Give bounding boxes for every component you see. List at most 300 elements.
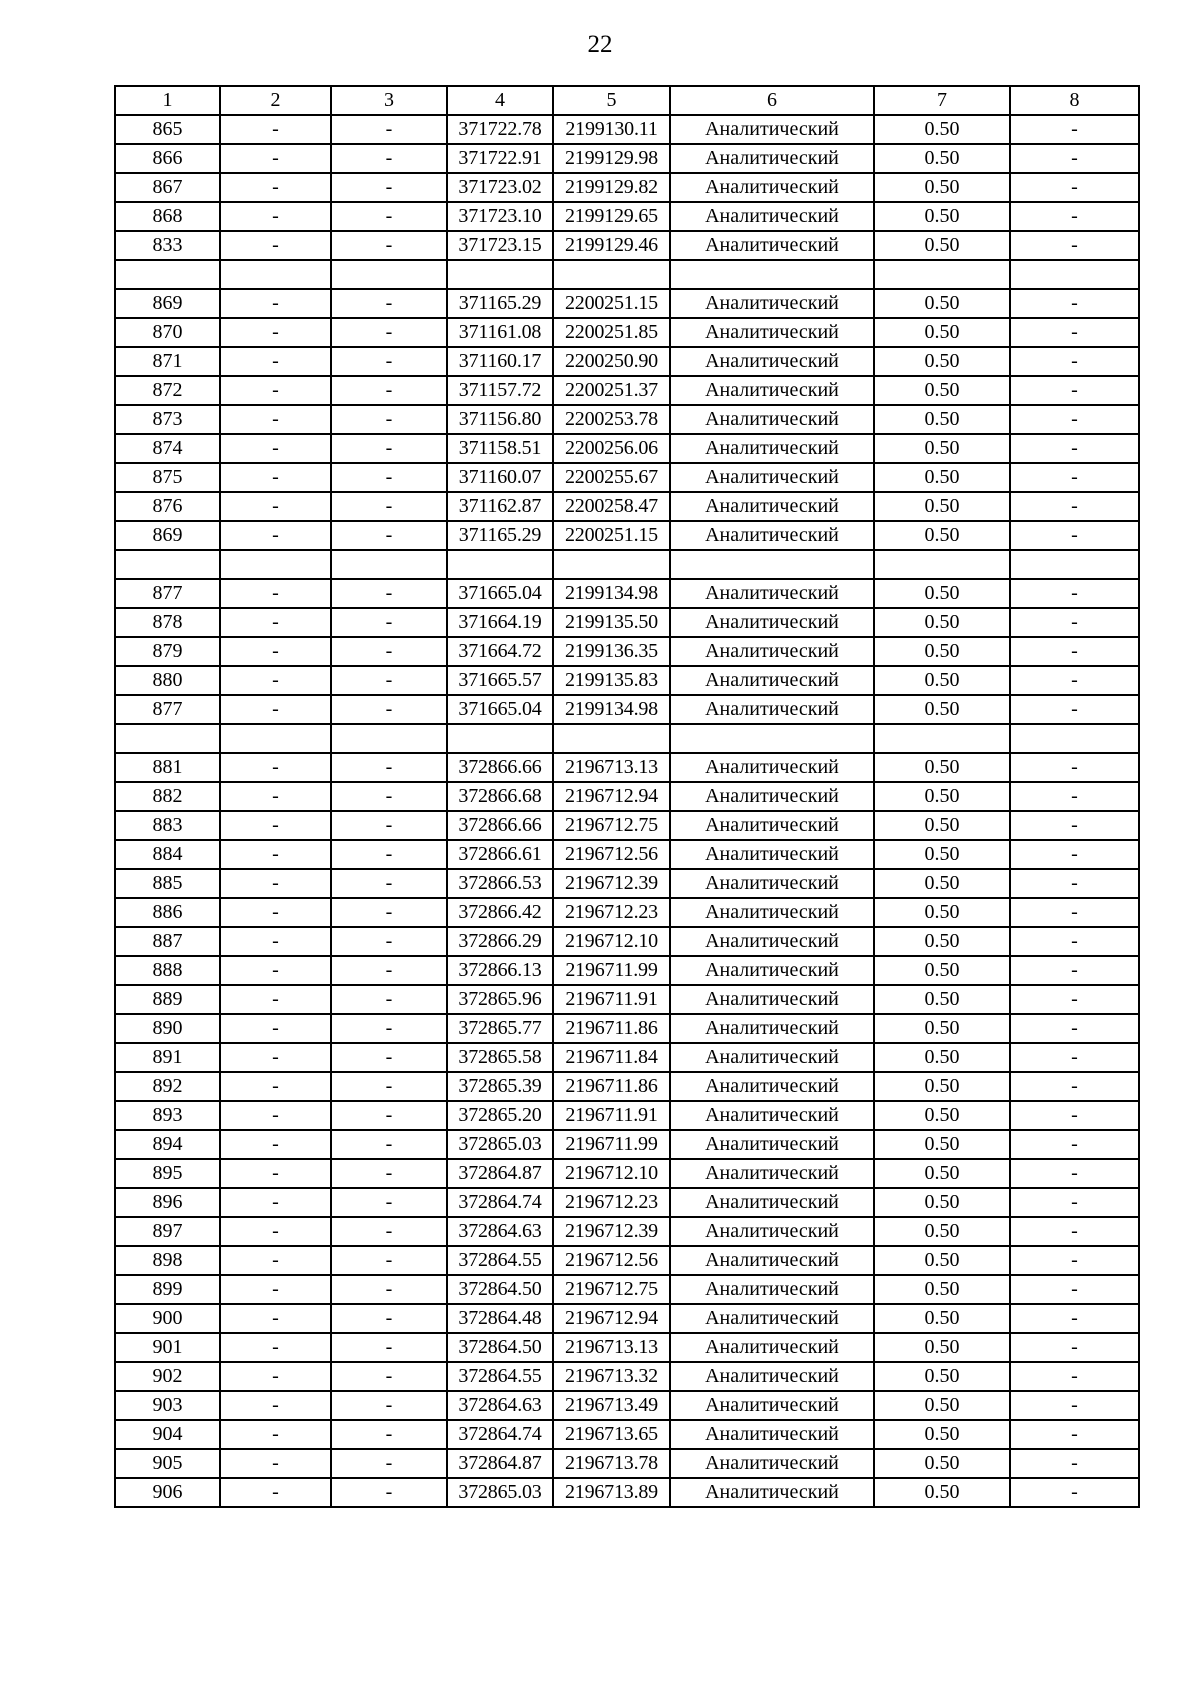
x-coordinate-cell: 371665.04 (447, 579, 553, 608)
x-coordinate-cell: 371158.51 (447, 434, 553, 463)
y-coordinate-cell: 2196712.75 (553, 811, 670, 840)
point-number-cell: 905 (115, 1449, 220, 1478)
y-coordinate-cell: 2196712.75 (553, 1275, 670, 1304)
x-coordinate-cell: 371161.08 (447, 318, 553, 347)
col2-cell: - (220, 869, 331, 898)
col3-cell: - (331, 202, 447, 231)
point-number-cell: 893 (115, 1101, 220, 1130)
col2-cell: - (220, 1130, 331, 1159)
method-cell: Аналитический (670, 1014, 874, 1043)
method-cell: Аналитический (670, 811, 874, 840)
col8-cell: - (1010, 898, 1139, 927)
table-row (115, 521, 1139, 550)
accuracy-cell: 0.50 (874, 956, 1010, 985)
col3-cell: - (331, 1391, 447, 1420)
y-coordinate-cell: 2199134.98 (553, 579, 670, 608)
col3-cell: - (331, 637, 447, 666)
col8-cell: - (1010, 579, 1139, 608)
col3-cell: - (331, 811, 447, 840)
accuracy-cell: 0.50 (874, 1275, 1010, 1304)
point-number-cell: 902 (115, 1362, 220, 1391)
y-coordinate-cell: 2199129.65 (553, 202, 670, 231)
table-row (115, 1333, 1139, 1362)
table-separator-row (115, 260, 1139, 289)
accuracy-cell: 0.50 (874, 608, 1010, 637)
col2-cell (220, 260, 331, 289)
col8-cell: - (1010, 231, 1139, 260)
point-number-cell: 903 (115, 1391, 220, 1420)
x-coordinate-cell: 372865.03 (447, 1130, 553, 1159)
accuracy-cell (874, 260, 1010, 289)
accuracy-cell: 0.50 (874, 202, 1010, 231)
col2-cell: - (220, 1304, 331, 1333)
col8-cell: - (1010, 1449, 1139, 1478)
table-separator-row (115, 550, 1139, 579)
table-separator-row (115, 724, 1139, 753)
x-coordinate-cell: 371723.02 (447, 173, 553, 202)
col8-cell: - (1010, 1014, 1139, 1043)
y-coordinate-cell: 2196713.89 (553, 1478, 670, 1507)
accuracy-cell: 0.50 (874, 1246, 1010, 1275)
point-number-cell (115, 724, 220, 753)
col8-cell: - (1010, 434, 1139, 463)
accuracy-cell: 0.50 (874, 811, 1010, 840)
header-cell: 6 (670, 86, 874, 115)
point-number-cell: 891 (115, 1043, 220, 1072)
method-cell: Аналитический (670, 956, 874, 985)
col2-cell: - (220, 1043, 331, 1072)
col3-cell: - (331, 521, 447, 550)
col2-cell: - (220, 1275, 331, 1304)
col2-cell: - (220, 1014, 331, 1043)
method-cell (670, 724, 874, 753)
col8-cell: - (1010, 405, 1139, 434)
x-coordinate-cell: 372864.63 (447, 1217, 553, 1246)
col8-cell: - (1010, 985, 1139, 1014)
table-row (115, 1217, 1139, 1246)
accuracy-cell: 0.50 (874, 289, 1010, 318)
x-coordinate-cell: 372865.96 (447, 985, 553, 1014)
table-row (115, 1159, 1139, 1188)
table-row (115, 202, 1139, 231)
point-number-cell: 896 (115, 1188, 220, 1217)
x-coordinate-cell: 372866.68 (447, 782, 553, 811)
method-cell: Аналитический (670, 1130, 874, 1159)
x-coordinate-cell: 372864.74 (447, 1188, 553, 1217)
y-coordinate-cell: 2199129.82 (553, 173, 670, 202)
col2-cell: - (220, 1101, 331, 1130)
accuracy-cell: 0.50 (874, 840, 1010, 869)
col3-cell: - (331, 898, 447, 927)
col8-cell: - (1010, 347, 1139, 376)
col2-cell: - (220, 144, 331, 173)
method-cell: Аналитический (670, 1449, 874, 1478)
accuracy-cell: 0.50 (874, 782, 1010, 811)
x-coordinate-cell: 372866.66 (447, 753, 553, 782)
col3-cell: - (331, 1072, 447, 1101)
col3-cell: - (331, 1420, 447, 1449)
col2-cell: - (220, 1188, 331, 1217)
accuracy-cell: 0.50 (874, 1333, 1010, 1362)
col2-cell: - (220, 1246, 331, 1275)
header-cell: 7 (874, 86, 1010, 115)
point-number-cell: 883 (115, 811, 220, 840)
col2-cell: - (220, 666, 331, 695)
accuracy-cell: 0.50 (874, 1391, 1010, 1420)
col2-cell: - (220, 231, 331, 260)
table-row (115, 782, 1139, 811)
col8-cell: - (1010, 115, 1139, 144)
col8-cell: - (1010, 1130, 1139, 1159)
x-coordinate-cell: 371165.29 (447, 289, 553, 318)
x-coordinate-cell: 372864.50 (447, 1275, 553, 1304)
y-coordinate-cell: 2200256.06 (553, 434, 670, 463)
method-cell: Аналитический (670, 695, 874, 724)
point-number-cell: 865 (115, 115, 220, 144)
y-coordinate-cell: 2199136.35 (553, 637, 670, 666)
col2-cell: - (220, 608, 331, 637)
method-cell: Аналитический (670, 1043, 874, 1072)
col8-cell: - (1010, 318, 1139, 347)
col8-cell: - (1010, 1391, 1139, 1420)
table-row (115, 405, 1139, 434)
y-coordinate-cell: 2196712.56 (553, 1246, 670, 1275)
table-row (115, 231, 1139, 260)
col8-cell: - (1010, 753, 1139, 782)
x-coordinate-cell: 372866.61 (447, 840, 553, 869)
y-coordinate-cell: 2196712.56 (553, 840, 670, 869)
x-coordinate-cell: 371665.04 (447, 695, 553, 724)
col8-cell: - (1010, 637, 1139, 666)
col2-cell: - (220, 956, 331, 985)
method-cell: Аналитический (670, 405, 874, 434)
table-row (115, 376, 1139, 405)
col2-cell: - (220, 1159, 331, 1188)
y-coordinate-cell (553, 550, 670, 579)
table-row (115, 289, 1139, 318)
x-coordinate-cell: 371664.19 (447, 608, 553, 637)
col3-cell: - (331, 1449, 447, 1478)
header-cell: 2 (220, 86, 331, 115)
header-cell: 1 (115, 86, 220, 115)
method-cell: Аналитический (670, 753, 874, 782)
col3-cell: - (331, 1246, 447, 1275)
y-coordinate-cell: 2200251.37 (553, 376, 670, 405)
table-row (115, 434, 1139, 463)
method-cell: Аналитический (670, 1159, 874, 1188)
y-coordinate-cell: 2196711.99 (553, 956, 670, 985)
point-number-cell: 880 (115, 666, 220, 695)
point-number-cell: 867 (115, 173, 220, 202)
col2-cell: - (220, 985, 331, 1014)
point-number-cell: 873 (115, 405, 220, 434)
accuracy-cell: 0.50 (874, 753, 1010, 782)
col3-cell: - (331, 927, 447, 956)
col8-cell: - (1010, 1217, 1139, 1246)
col3-cell (331, 724, 447, 753)
point-number-cell: 890 (115, 1014, 220, 1043)
point-number-cell: 889 (115, 985, 220, 1014)
col3-cell: - (331, 1304, 447, 1333)
col2-cell (220, 550, 331, 579)
point-number-cell: 870 (115, 318, 220, 347)
col2-cell: - (220, 1072, 331, 1101)
accuracy-cell: 0.50 (874, 521, 1010, 550)
y-coordinate-cell: 2200253.78 (553, 405, 670, 434)
col2-cell: - (220, 405, 331, 434)
method-cell: Аналитический (670, 579, 874, 608)
x-coordinate-cell: 372866.53 (447, 869, 553, 898)
col3-cell: - (331, 1043, 447, 1072)
accuracy-cell: 0.50 (874, 869, 1010, 898)
accuracy-cell: 0.50 (874, 666, 1010, 695)
method-cell: Аналитический (670, 1275, 874, 1304)
y-coordinate-cell: 2196712.39 (553, 1217, 670, 1246)
table-row (115, 637, 1139, 666)
col3-cell: - (331, 376, 447, 405)
method-cell: Аналитический (670, 289, 874, 318)
y-coordinate-cell (553, 724, 670, 753)
col2-cell: - (220, 202, 331, 231)
point-number-cell: 875 (115, 463, 220, 492)
y-coordinate-cell: 2200251.15 (553, 289, 670, 318)
col3-cell: - (331, 985, 447, 1014)
col2-cell: - (220, 782, 331, 811)
col2-cell: - (220, 1362, 331, 1391)
col2-cell (220, 724, 331, 753)
accuracy-cell: 0.50 (874, 695, 1010, 724)
col3-cell: - (331, 869, 447, 898)
table-row (115, 144, 1139, 173)
accuracy-cell: 0.50 (874, 1159, 1010, 1188)
accuracy-cell: 0.50 (874, 492, 1010, 521)
col8-cell: - (1010, 840, 1139, 869)
point-number-cell: 887 (115, 927, 220, 956)
col3-cell: - (331, 434, 447, 463)
y-coordinate-cell: 2196711.84 (553, 1043, 670, 1072)
col2-cell: - (220, 492, 331, 521)
method-cell: Аналитический (670, 173, 874, 202)
col3-cell: - (331, 1275, 447, 1304)
col8-cell: - (1010, 927, 1139, 956)
y-coordinate-cell: 2199130.11 (553, 115, 670, 144)
page-number: 22 (587, 31, 613, 58)
table-row (115, 1188, 1139, 1217)
accuracy-cell: 0.50 (874, 1217, 1010, 1246)
table-row (115, 695, 1139, 724)
point-number-cell: 868 (115, 202, 220, 231)
col2-cell: - (220, 637, 331, 666)
table-row (115, 318, 1139, 347)
x-coordinate-cell: 372865.03 (447, 1478, 553, 1507)
col3-cell: - (331, 1217, 447, 1246)
accuracy-cell: 0.50 (874, 898, 1010, 927)
y-coordinate-cell: 2196711.86 (553, 1072, 670, 1101)
col8-cell: - (1010, 173, 1139, 202)
col8-cell: - (1010, 1420, 1139, 1449)
col3-cell: - (331, 347, 447, 376)
y-coordinate-cell: 2196713.13 (553, 753, 670, 782)
x-coordinate-cell: 371723.15 (447, 231, 553, 260)
table-row (115, 115, 1139, 144)
x-coordinate-cell: 371665.57 (447, 666, 553, 695)
table-row (115, 579, 1139, 608)
x-coordinate-cell: 372866.42 (447, 898, 553, 927)
method-cell (670, 260, 874, 289)
col3-cell: - (331, 1159, 447, 1188)
col3-cell: - (331, 1362, 447, 1391)
col3-cell (331, 550, 447, 579)
method-cell: Аналитический (670, 144, 874, 173)
y-coordinate-cell (553, 260, 670, 289)
method-cell: Аналитический (670, 492, 874, 521)
y-coordinate-cell: 2199135.50 (553, 608, 670, 637)
y-coordinate-cell: 2199129.46 (553, 231, 670, 260)
point-number-cell: 901 (115, 1333, 220, 1362)
accuracy-cell: 0.50 (874, 347, 1010, 376)
x-coordinate-cell: 372864.48 (447, 1304, 553, 1333)
table-row (115, 956, 1139, 985)
method-cell: Аналитический (670, 1420, 874, 1449)
table-row (115, 811, 1139, 840)
table-row (115, 898, 1139, 927)
point-number-cell: 833 (115, 231, 220, 260)
col3-cell: - (331, 1188, 447, 1217)
table-row (115, 1130, 1139, 1159)
y-coordinate-cell: 2200250.90 (553, 347, 670, 376)
header-cell: 5 (553, 86, 670, 115)
col3-cell: - (331, 956, 447, 985)
x-coordinate-cell: 372866.29 (447, 927, 553, 956)
col8-cell: - (1010, 202, 1139, 231)
table-row (115, 1420, 1139, 1449)
method-cell: Аналитический (670, 666, 874, 695)
accuracy-cell: 0.50 (874, 1130, 1010, 1159)
table-row (115, 1304, 1139, 1333)
col2-cell: - (220, 695, 331, 724)
x-coordinate-cell (447, 260, 553, 289)
method-cell: Аналитический (670, 231, 874, 260)
point-number-cell: 906 (115, 1478, 220, 1507)
y-coordinate-cell: 2200255.67 (553, 463, 670, 492)
point-number-cell (115, 550, 220, 579)
col8-cell: - (1010, 1101, 1139, 1130)
point-number-cell: 869 (115, 289, 220, 318)
accuracy-cell: 0.50 (874, 318, 1010, 347)
point-number-cell: 900 (115, 1304, 220, 1333)
col8-cell: - (1010, 1246, 1139, 1275)
x-coordinate-cell: 372866.66 (447, 811, 553, 840)
point-number-cell: 874 (115, 434, 220, 463)
header-cell: 4 (447, 86, 553, 115)
col8-cell: - (1010, 1362, 1139, 1391)
x-coordinate-cell: 371664.72 (447, 637, 553, 666)
table-body (115, 86, 1139, 1507)
header-cell: 3 (331, 86, 447, 115)
method-cell: Аналитический (670, 1217, 874, 1246)
accuracy-cell: 0.50 (874, 927, 1010, 956)
col3-cell: - (331, 144, 447, 173)
col8-cell: - (1010, 782, 1139, 811)
col3-cell: - (331, 753, 447, 782)
x-coordinate-cell: 371156.80 (447, 405, 553, 434)
method-cell: Аналитический (670, 869, 874, 898)
accuracy-cell: 0.50 (874, 1449, 1010, 1478)
col2-cell: - (220, 753, 331, 782)
point-number-cell: 897 (115, 1217, 220, 1246)
col3-cell: - (331, 231, 447, 260)
col3-cell: - (331, 289, 447, 318)
col8-cell: - (1010, 1478, 1139, 1507)
accuracy-cell: 0.50 (874, 1478, 1010, 1507)
col2-cell: - (220, 1478, 331, 1507)
col8-cell: - (1010, 463, 1139, 492)
col3-cell: - (331, 1101, 447, 1130)
accuracy-cell (874, 550, 1010, 579)
method-cell: Аналитический (670, 1072, 874, 1101)
method-cell: Аналитический (670, 434, 874, 463)
point-number-cell: 866 (115, 144, 220, 173)
y-coordinate-cell: 2196712.10 (553, 927, 670, 956)
method-cell: Аналитический (670, 1333, 874, 1362)
method-cell: Аналитический (670, 202, 874, 231)
table-row (115, 1246, 1139, 1275)
point-number-cell: 879 (115, 637, 220, 666)
table-row (115, 1275, 1139, 1304)
y-coordinate-cell: 2196712.94 (553, 782, 670, 811)
accuracy-cell: 0.50 (874, 1072, 1010, 1101)
table-row (115, 1101, 1139, 1130)
col8-cell: - (1010, 1333, 1139, 1362)
x-coordinate-cell: 372864.50 (447, 1333, 553, 1362)
point-number-cell: 877 (115, 579, 220, 608)
point-number-cell: 895 (115, 1159, 220, 1188)
col3-cell: - (331, 1478, 447, 1507)
method-cell: Аналитический (670, 1304, 874, 1333)
col3-cell: - (331, 1130, 447, 1159)
x-coordinate-cell (447, 550, 553, 579)
col2-cell: - (220, 579, 331, 608)
point-number-cell (115, 260, 220, 289)
method-cell: Аналитический (670, 1478, 874, 1507)
method-cell: Аналитический (670, 1362, 874, 1391)
y-coordinate-cell: 2196713.32 (553, 1362, 670, 1391)
x-coordinate-cell: 372865.39 (447, 1072, 553, 1101)
col2-cell: - (220, 898, 331, 927)
y-coordinate-cell: 2196713.78 (553, 1449, 670, 1478)
accuracy-cell: 0.50 (874, 1362, 1010, 1391)
table-row (115, 840, 1139, 869)
x-coordinate-cell: 372865.77 (447, 1014, 553, 1043)
x-coordinate-cell: 371722.91 (447, 144, 553, 173)
col3-cell: - (331, 492, 447, 521)
accuracy-cell: 0.50 (874, 173, 1010, 202)
accuracy-cell: 0.50 (874, 144, 1010, 173)
method-cell (670, 550, 874, 579)
col2-cell: - (220, 289, 331, 318)
col8-cell: - (1010, 608, 1139, 637)
col2-cell: - (220, 463, 331, 492)
table-row (115, 608, 1139, 637)
method-cell: Аналитический (670, 1188, 874, 1217)
col2-cell: - (220, 1333, 331, 1362)
y-coordinate-cell: 2199135.83 (553, 666, 670, 695)
col3-cell (331, 260, 447, 289)
col2-cell: - (220, 840, 331, 869)
col8-cell: - (1010, 289, 1139, 318)
method-cell: Аналитический (670, 1246, 874, 1275)
method-cell: Аналитический (670, 637, 874, 666)
